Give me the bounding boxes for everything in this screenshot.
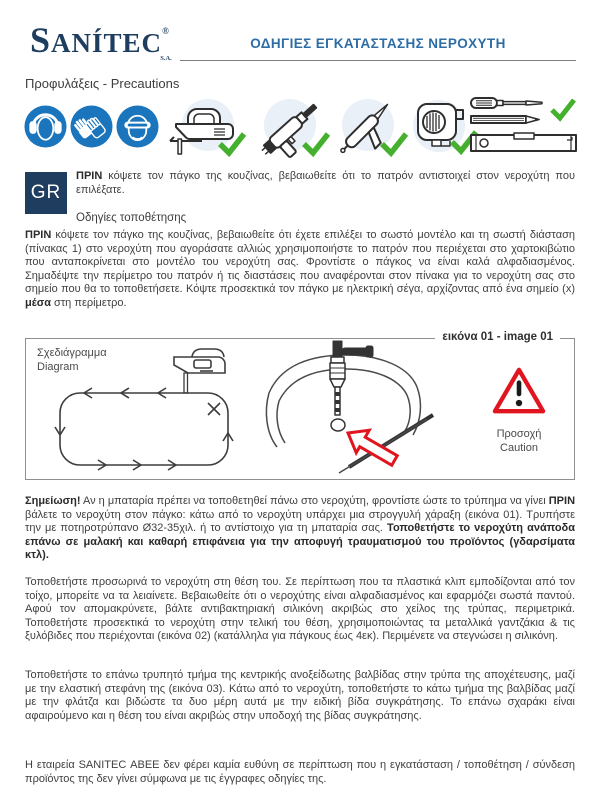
- precautions-heading: Προφυλάξεις - Precautions: [25, 76, 180, 91]
- face-shield-icon: [116, 105, 159, 148]
- installation-paragraph-4: Τοποθετήστε το επάνω τρυπητό τμήμα της κεντρικής ανοξείδωτης βαλβίδας στην τρύπα της αποχέτευσης, μαζί με την ελαστική στεφάνη της (εικόνα 03). Κάτω από το νεροχύτη, τοποθετήστε το κάτω τμήμα της βαλβίδας μαζί με την φλάτζα και βιδώστε τα δυο μέρη αυτά με την ειδική βίδα συγκράτησης. Το επάνω σχαράκι είναι αφαιρούμενο και η θέση του είναι ακριβώς στην υποδοχή της βίδας συγκράτησης.: [25, 669, 575, 722]
- jigsaw-icon: [162, 96, 248, 158]
- caution-en: Caution: [500, 442, 538, 454]
- logo-sa-suffix: S.A.: [160, 54, 172, 62]
- note-paragraph: Σημείωση! Αν η μπαταρία πρέπει να τοποθετηθεί πάνω στο νεροχύτη, φροντίστε ώστε το τρύπημα να γίνει ΠΡΙΝ βάλετε το νεροχύτη στον πάγκο: κάτω από το νεροχύτη υπάρχει μια στρογγυλή χάραξη (εικόνα 01). Τρυπήστε την με ποτηροτρύπανο Ø32-35χιλ. ή το αντίστοιχο για τη μπαταρία σας. Τοποθετήστε το νεροχύτη ανάποδα επάνω σε μαλακή και καθαρή επιφάνεια για την αποφυγή τραυματισμού του προϊόντος (γδαρσίματα κτλ).: [25, 495, 576, 561]
- installation-heading: Οδηγίες τοποθέτησης: [76, 212, 187, 224]
- gr-intro-paragraph: ΠΡΙΝ κόψετε τον πάγκο της κουζίνας, βεβαιωθείτε ότι το πατρόν αντιστοιχεί στον νεροχύτη που επιλέξατε.: [76, 170, 575, 196]
- screwdriver-icon: [471, 98, 542, 108]
- figure-label: εικόνα 01 - image 01: [435, 331, 560, 343]
- registered-trademark-icon: ®: [162, 26, 170, 36]
- spirit-level-icon: [471, 133, 576, 151]
- cutting-path-diagram: [34, 347, 244, 475]
- checkmark-icon: [552, 100, 574, 118]
- diagram-title-en: Diagram: [37, 361, 79, 373]
- page-title: ΟΔΗΓΙΕΣ ΕΓΚΑΤΑΣΤΑΣΗΣ ΝΕΡΟΧΥΤΗ: [250, 36, 506, 51]
- caution-block: [464, 365, 574, 455]
- caution-caption: [464, 427, 574, 455]
- sanitec-logo: [30, 20, 172, 62]
- jigsaw-on-path-icon: [174, 349, 225, 393]
- logo-letter-s: S: [30, 20, 52, 60]
- protective-gloves-icon: [70, 105, 113, 148]
- diagram-title-el: Σχεδιάγραμμα: [37, 347, 107, 359]
- header-rule: [180, 36, 576, 61]
- tape-measure-icon: [406, 96, 478, 158]
- installation-paragraph-3: Τοποθετήστε προσωρινά το νεροχύτη στη θέση του. Σε περίπτωση που τα πλαστικά κλιπ εμποδίζονται από τον τοίχο, μπορείτε να τα λειαίνετε. Βεβαιωθείτε ότι ο νεροχύτης είναι αλφαδιασμένος και εφαρμόζει σωστά παντού. Αφού τον απομακρύνετε, βάλτε αντιβακτηριακή σιλικόνη ακριβώς στο χείλος της τρύπας, περιμετρικά. Τοποθετήστε προσεκτικά το νεροχύτη στην τελική του θέση, χρησιμοποιώντας τα μεταλλικά γαντζάκια & τις ξυλόβιδες που περιέχονται (εικόνα 02) (κατάλληλα για πάγκους έως 4εκ). Περιμένετε να στεγνώσει η σιλικόνη.: [25, 576, 575, 642]
- logo-text: ANÍTEC: [51, 28, 163, 58]
- language-badge-gr: [25, 172, 67, 214]
- precaution-icons-row: [24, 96, 575, 160]
- installation-paragraph-1: ΠΡΙΝ κόψετε τον πάγκο της κουζίνας, βεβαιωθείτε ότι έχετε επιλέξει το σωστό μοντέλο και τη σωστή διάσταση (πίνακας 1) στο νεροχύτη που αγοράσατε αλλιώς χρησιμοποιήστε το πατρόν που περιέχεται στο χαρτοκιβώτιο που ανταποκρίνεται στο μοντέλο του νεροχύτη σας. Φροντίστε ο πάγκος να είναι καλά αλφαδιασμένος. Σημαδέψτε την περίμετρο του πατρόν ή τις διαστάσεις που αναφέρονται στον πίνακα για το νεροχύτη σας στο σημείο που θα το τοποθετήσετε. Κόψτε προσεκτικά τον πάγκο με ηλεκτρική σέγα, αρχίζοντας από ένα σημείο (x) μέσα στη περίμετρο.: [25, 229, 575, 309]
- caution-el: Προσοχή: [496, 428, 542, 440]
- ear-protection-icon: [24, 105, 67, 148]
- gr-label: GR: [30, 182, 62, 203]
- disclaimer-paragraph: Η εταιρεία SANITEC ΑΒΕΕ δεν φέρει καμία ευθύνη σε περίπτωση που η εγκατάσταση / τοποθέτηση / σύνδεση προϊόντος της δεν γίνει σύμφωνα με τις έγγραφες οδηγίες της.: [25, 759, 575, 785]
- caulking-gun-icon: [330, 96, 408, 158]
- warning-triangle-icon: [490, 365, 548, 417]
- power-drill-icon: [250, 96, 330, 158]
- screwdriver-pencil-level-icons: [470, 96, 578, 158]
- figure-image-01: [25, 331, 575, 480]
- sink-drilling-illustration: [251, 341, 441, 475]
- pencil-icon: [471, 116, 539, 123]
